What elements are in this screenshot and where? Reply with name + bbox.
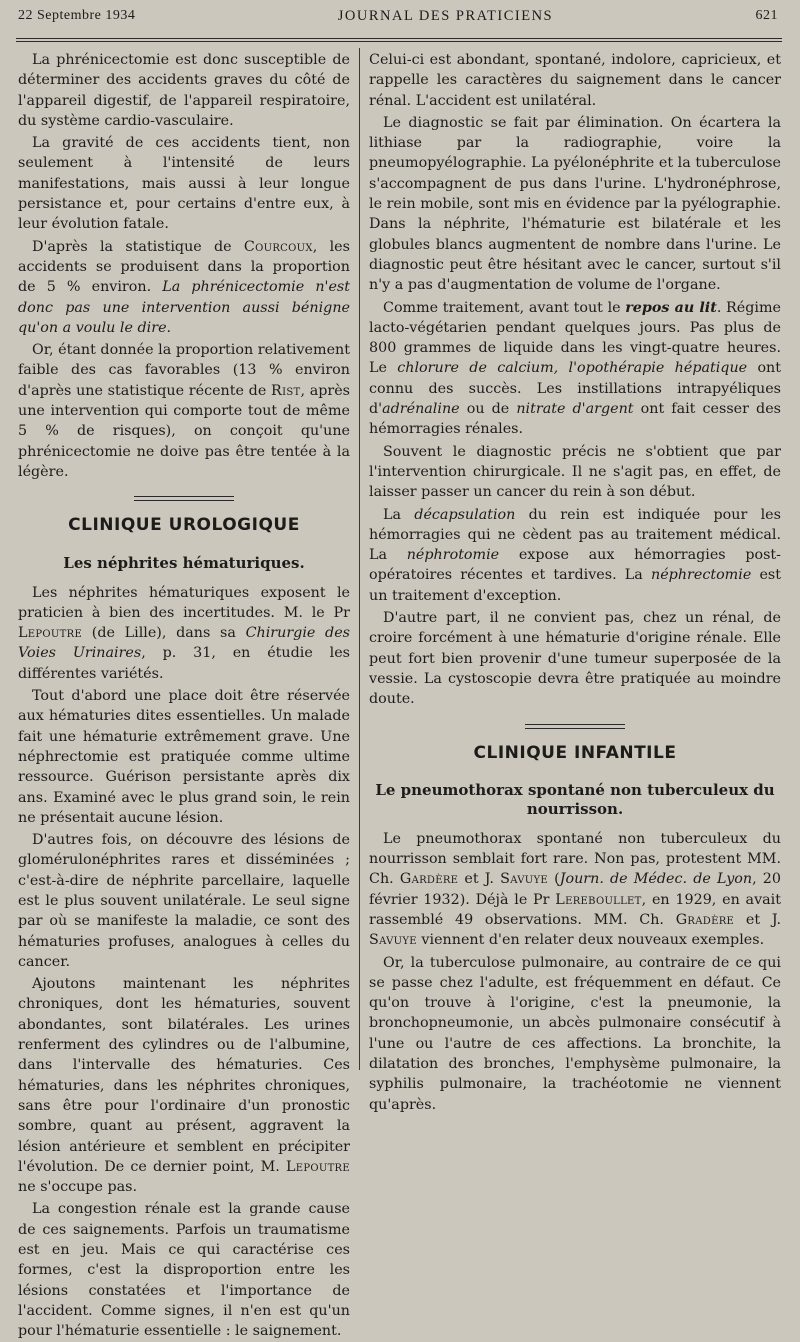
- right-column: [369, 50, 782, 1113]
- paragraph: Ajoutons maintenant les néphrites chroniques, dont les hématuries, souvent abondantes, sont bilatérales. Les urines renferment des cylindres ou de l'albumine, dans l'intervalle des hématuries. Ces hématuries, dans les néphrites chroniques, sans être pour l'ordinaire d'un pronostic sombre, quant au présent, aggravent la lésion antérieure et semblent en précipiter l'évolution. De ce dernier point, M. Lepoutre ne s'occupe pas.: [18, 976, 350, 1196]
- paragraph: La phrénicectomie est donc susceptible de déterminer des accidents graves du côté de l'appareil digestif, de l'appareil respiratoire, du système cardio-vasculaire.: [18, 52, 350, 129]
- page-number: 621: [755, 8, 778, 23]
- journal-title: JOURNAL DES PRATICIENS: [337, 8, 554, 24]
- paragraph: D'autres fois, on découvre des lésions de glomérulonéphrites rares et disséminées ; c'est-à-dire de néphrite parcellaire, laquelle est le plus souvent unilatérale. Le seul signe par où se manifeste la maladie, ce sont des hématuries profuses, analogues à celles du cancer.: [18, 832, 350, 970]
- header-rule: [16, 38, 782, 42]
- paragraph: D'autre part, il ne convient pas, chez un rénal, de croire forcément à une hématurie d'origine rénale. Elle peut fort bien provenir d'une tumeur superposée de la vessie. La cystoscopie devra être pratiquée au moindre doute.: [369, 610, 781, 708]
- section-heading: CLINIQUE INFANTILE: [473, 742, 677, 763]
- paragraph: D'après la statistique de Courcoux, les accidents se produisent dans la proportion de 5 % environ. La phrénicectomie n'est donc pas une intervention aussi bénigne qu'on a voulu le dire.: [18, 238, 350, 336]
- section-heading: CLINIQUE UROLOGIQUE: [68, 515, 300, 536]
- article-title: Les néphrites hématuriques.: [63, 553, 305, 572]
- article-title: Le pneumothorax spontané non tuberculeux du nourrisson.: [375, 780, 775, 818]
- paragraph: Le diagnostic se fait par élimination. On écartera la lithiase par la radiographie, voire la pneumopyélographie. La pyélonéphrite et la tuberculose s'accompagnent de pus dans l'urine. L'hydronéphrose, le rein mobile, sont mis en évidence par la pyélographie. Dans la néphrite, l'hématurie est bilatérale et les globules blancs augmentent de nombre dans l'urine. Le diagnostic peut être hésitant avec le cancer, surtout s'il n'y a pas d'augmentation de volume de l'organe.: [369, 114, 781, 294]
- section-separator: [525, 724, 625, 729]
- paragraph: La décapsulation du rein est indiquée pour les hémorragies qui ne cèdent pas au traitement médical. La néphrotomie expose aux hémorragies post-opératoires récentes et tardives. La néphrectomie est un traitement d'exception.: [369, 506, 782, 604]
- paragraph: Comme traitement, avant tout le repos au lit. Régime lacto-végétarien pendant quelques jours. Pas plus de 800 grammes de liquide dans les vingt-quatre heures. Le chlorure de calcium, l'opothérapie hépatique ont connu des succès. Les instillations intrapyéliques d'adrénaline ou de nitrate d'argent ont fait cesser des hémorragies rénales.: [369, 299, 782, 438]
- paragraph: Les néphrites hématuriques exposent le praticien à bien des incertitudes. M. le Pr Lepoutre (de Lille), dans sa Chirurgie des Voies Urinaires, p. 31, en étudie les différentes variétés.: [18, 584, 350, 682]
- left-column: [18, 50, 350, 1340]
- paragraph: Souvent le diagnostic précis ne s'obtient que par l'intervention chirurgicale. Il ne s'agit pas, en effet, de laisser passer un cancer du rein à son début.: [369, 443, 781, 501]
- paragraph: Le pneumothorax spontané non tuberculeux du nourrisson semblait fort rare. Non pas, protestent MM. Ch. Gardère et J. Savuye (Journ. de Médec. de Lyon, 20 février 1932). Déjà le Pr Lereboullet, en 1929, en avait rassemblé 49 observations. MM. Ch. Gradère et J. Savuye viennent d'en relater deux nouveaux exemples.: [369, 830, 781, 949]
- issue-date: 22 Septembre 1934: [18, 8, 136, 23]
- running-header: [18, 8, 778, 42]
- column-divider: [359, 48, 360, 1070]
- paragraph: Celui-ci est abondant, spontané, indolore, capricieux, et rappelle les caractères du saignement dans le cancer rénal. L'accident est unilatéral.: [369, 52, 781, 109]
- section-separator: [134, 496, 234, 501]
- paragraph: La gravité de ces accidents tient, non seulement à l'intensité de leurs manifestations, mais aussi à leur longue persistance et, pour certains d'entre eux, à leur évolution fatale.: [18, 135, 350, 233]
- paragraph: Tout d'abord une place doit être réservée aux hématuries dites essentielles. Un malade fait une hématurie extrêmement grave. Une néphrectomie est pratiquée comme ultime ressource. Guérison persistante après dix ans. Examiné avec le plus grand soin, le rein ne présentait aucune lésion.: [18, 688, 350, 826]
- paragraph: La congestion rénale est la grande cause de ces saignements. Parfois un traumatisme est en jeu. Mais ce qui caractérise ces formes, c'est la disproportion entre les lésions constatées et l'importance de l'accident. Comme signes, il n'en est qu'un pour l'hématurie essentielle : le saignement.: [18, 1201, 350, 1340]
- paragraph: Or, la tuberculose pulmonaire, au contraire de ce qui se passe chez l'adulte, est fréquemment en défaut. Ce qu'on trouve à l'origine, c'est la pneumonie, la bronchopneumonie, un abcès pulmonaire consécutif à l'une ou l'autre de ces affections. La bronchite, la dilatation des bronches, l'emphysème pulmonaire, la syphilis pulmonaire, la trachéotomie ne viennent qu'après.: [369, 954, 781, 1113]
- paragraph: Or, étant donnée la proportion relativement faible des cas favorables (13 % environ d'après une statistique récente de Rist, après une intervention qui comporte tout de même 5 % de risques), on conçoit qu'une phrénicectomie ne doive pas être tentée à la légère.: [18, 342, 350, 480]
